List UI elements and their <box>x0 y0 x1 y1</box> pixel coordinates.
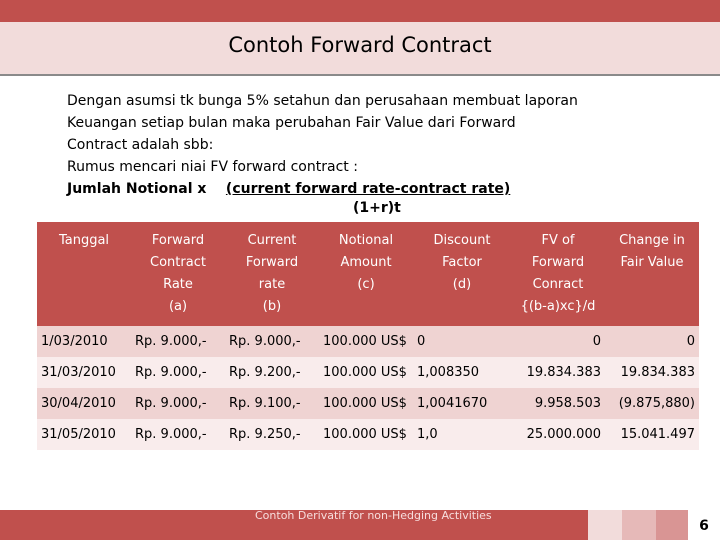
footer-square-2 <box>622 510 656 540</box>
cell-notional: 100.000 US$ <box>319 388 413 419</box>
cell-change: 19.834.383 <box>605 357 699 388</box>
cell-current-rate: Rp. 9.200,- <box>225 357 319 388</box>
top-accent-bar <box>0 0 720 22</box>
cell-fv: 19.834.383 <box>511 357 605 388</box>
cell-contract-rate: Rp. 9.000,- <box>131 388 225 419</box>
intro-line: Contract adalah sbb: <box>67 137 214 153</box>
cell-discount: 1,008350 <box>413 357 511 388</box>
cell-fv: 9.958.503 <box>511 388 605 419</box>
cell-tanggal: 1/03/2010 <box>37 326 131 357</box>
intro-line: Dengan asumsi tk bunga 5% setahun dan perusahaan membuat laporan <box>67 93 578 109</box>
cell-notional: 100.000 US$ <box>319 419 413 450</box>
header-forward-contract-rate: Forward Contract Rate (a) <box>131 222 225 326</box>
cell-discount: 0 <box>413 326 511 357</box>
header-discount-factor: Discount Factor (d) <box>413 222 511 326</box>
cell-current-rate: Rp. 9.100,- <box>225 388 319 419</box>
cell-tanggal: 30/04/2010 <box>37 388 131 419</box>
cell-contract-rate: Rp. 9.000,- <box>131 419 225 450</box>
table-row <box>37 388 699 419</box>
cell-current-rate: Rp. 9.000,- <box>225 326 319 357</box>
header-fv-forward-contract: FV of Forward Conract {(b-a)xc}/d <box>511 222 605 326</box>
table-row <box>37 357 699 388</box>
formula-numerator: (current forward rate-contract rate) <box>225 181 511 197</box>
header-current-forward-rate: Current Forward rate (b) <box>225 222 319 326</box>
cell-discount: 1,0041670 <box>413 388 511 419</box>
footer-square-1 <box>588 510 622 540</box>
cell-contract-rate: Rp. 9.000,- <box>131 326 225 357</box>
fair-value-table <box>37 222 699 450</box>
cell-change: 15.041.497 <box>605 419 699 450</box>
table-row <box>37 326 699 357</box>
cell-notional: 100.000 US$ <box>319 326 413 357</box>
cell-tanggal: 31/05/2010 <box>37 419 131 450</box>
formula-line <box>67 178 667 200</box>
cell-discount: 1,0 <box>413 419 511 450</box>
page-number: 6 <box>699 518 709 534</box>
cell-contract-rate: Rp. 9.000,- <box>131 357 225 388</box>
cell-fv: 0 <box>511 326 605 357</box>
header-notional-amount: Notional Amount (c) <box>319 222 413 326</box>
intro-line: Rumus mencari niai FV forward contract : <box>67 159 358 175</box>
footer-caption: Contoh Derivatif for non-Hedging Activities <box>255 509 492 522</box>
cell-change: (9.875,880) <box>605 388 699 419</box>
cell-fv: 25.000.000 <box>511 419 605 450</box>
cell-tanggal: 31/03/2010 <box>37 357 131 388</box>
formula-prefix: Jumlah Notional x <box>67 181 207 197</box>
header-tanggal: Tanggal <box>37 222 131 326</box>
formula-denominator: (1+r)t <box>353 200 401 216</box>
intro-line: Keuangan setiap bulan maka perubahan Fair Value dari Forward <box>67 115 516 131</box>
cell-notional: 100.000 US$ <box>319 357 413 388</box>
page-title: Contoh Forward Contract <box>228 33 492 57</box>
table-row <box>37 419 699 450</box>
cell-change: 0 <box>605 326 699 357</box>
cell-current-rate: Rp. 9.250,- <box>225 419 319 450</box>
intro-text <box>67 90 667 200</box>
table-header-row <box>37 222 699 326</box>
header-change-in-fair-value: Change in Fair Value <box>605 222 699 326</box>
footer-square-3 <box>656 510 688 540</box>
